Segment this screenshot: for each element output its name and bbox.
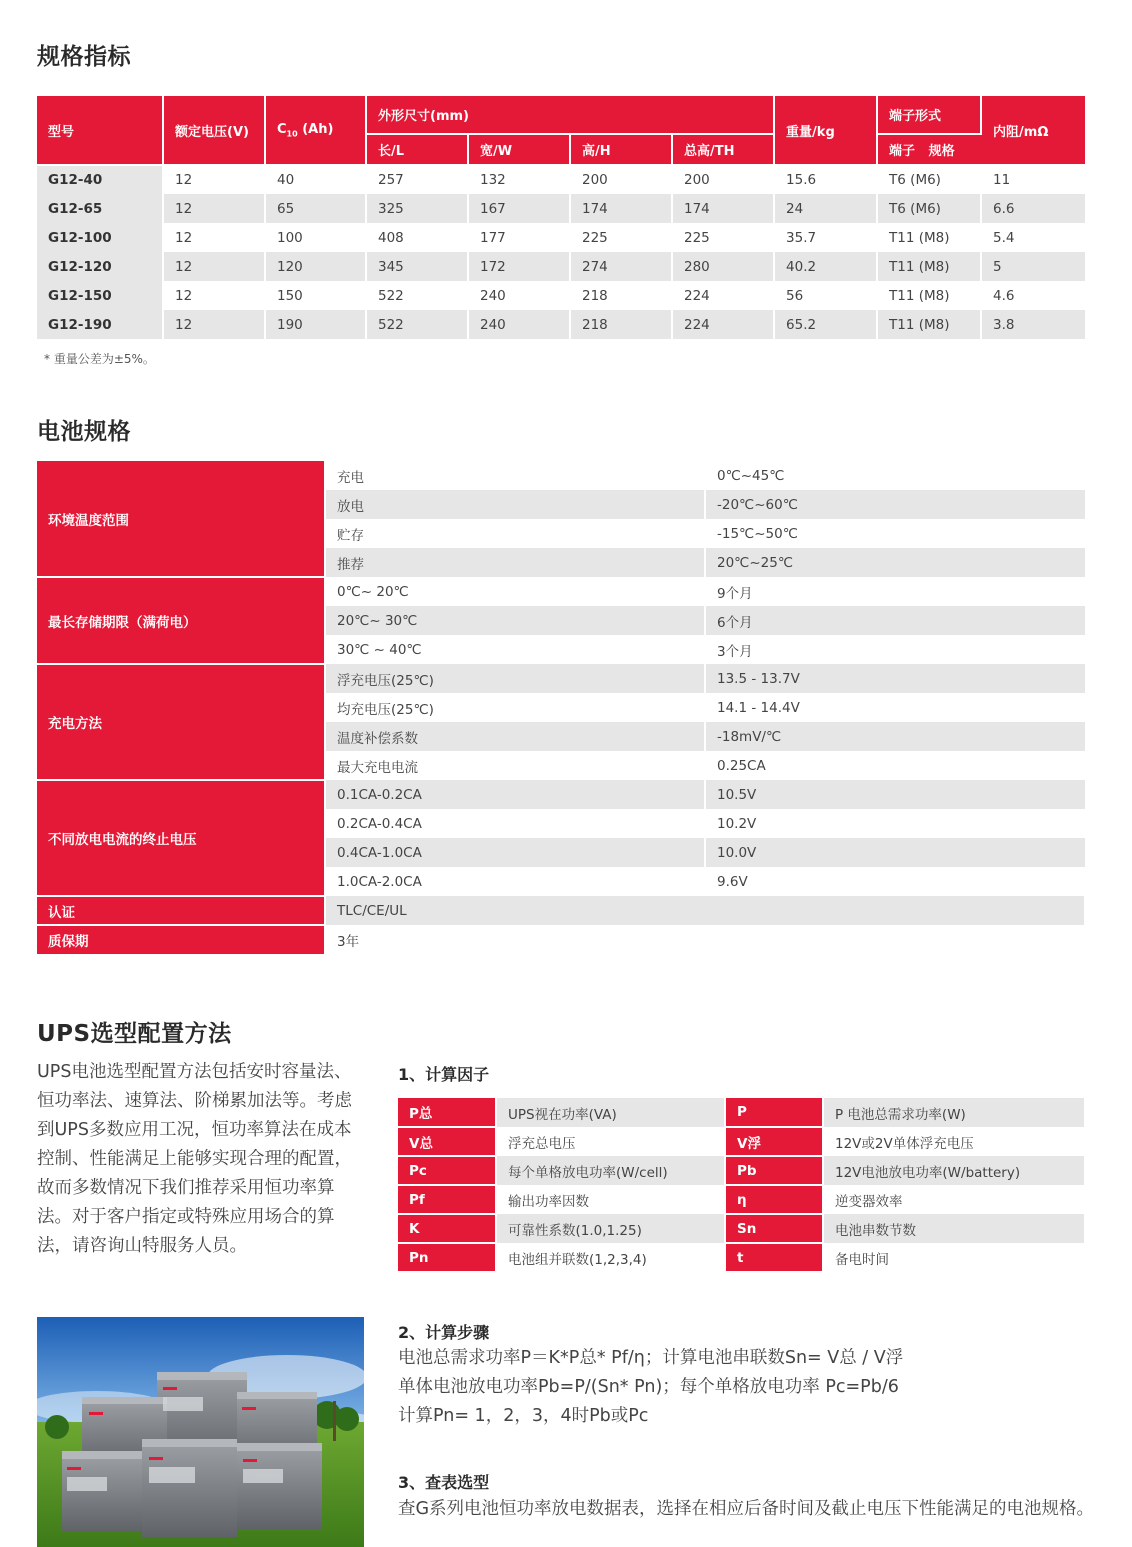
factor-description: 12V或2V单体浮充电压 — [823, 1127, 1085, 1156]
battery-product-photo — [37, 1317, 364, 1547]
header-resistance: 内阻/mΩ — [981, 96, 1085, 165]
factor-description: 电池串数节数 — [823, 1214, 1085, 1243]
table-cell: 5 — [981, 252, 1085, 281]
table-cell: 6.6 — [981, 194, 1085, 223]
factor-description: UPS视在功率(VA) — [496, 1098, 725, 1127]
table-row — [37, 461, 1085, 490]
table-cell: 224 — [672, 281, 774, 310]
factor-row — [398, 1127, 1085, 1156]
step2-line: 计算Pn= 1，2，3，4时Pb或Pc — [398, 1406, 649, 1426]
factor-symbol: P总 — [398, 1098, 496, 1127]
spec-value: 9.6V — [717, 873, 748, 890]
table-row — [37, 165, 1085, 194]
table-cell: 174 — [672, 194, 774, 223]
factor-symbol: Pc — [398, 1156, 496, 1185]
spec-key: 浮充电压(25℃) — [325, 664, 705, 693]
spec-value: 14.1 - 14.4V — [717, 699, 800, 716]
spec-value: 0℃~45℃ — [717, 467, 785, 484]
spec-value: 0.25CA — [717, 757, 766, 774]
table-row — [37, 780, 1085, 809]
category-cell: 不同放电电流的终止电压 — [37, 780, 325, 896]
spec-value: TLC/CE/UL — [325, 896, 1085, 925]
step2-line: 电池总需求功率P＝K*P总* Pf/η；计算电池串联数Sn= V总 / V浮 — [398, 1348, 904, 1368]
header-dimensions: 外形尺寸(mm) — [366, 96, 774, 134]
table-row — [37, 310, 1085, 339]
table-cell: 522 — [366, 281, 468, 310]
spec-value: -15℃~50℃ — [717, 525, 798, 542]
spec-value: 3个月 — [717, 643, 753, 660]
header-terminal: 端子形式 — [877, 96, 981, 134]
spec-key: 贮存 — [325, 519, 705, 548]
spec-value: -20℃~60℃ — [705, 490, 1085, 519]
spec-value: -18mV/℃ — [705, 722, 1085, 751]
category-cell: 质保期 — [37, 925, 325, 954]
header-voltage: 额定电压(V) — [163, 96, 265, 165]
step3-text: 查G系列电池恒功率放电数据表，选择在相应后备时间及截止电压下性能满足的电池规格。 — [398, 1499, 1095, 1519]
spec-value: 9个月 — [717, 585, 753, 602]
model-cell: G12-100 — [37, 223, 163, 252]
table-cell: 12 — [163, 223, 265, 252]
header-total-height: 总高/TH — [672, 134, 774, 165]
factor-row — [398, 1243, 1085, 1272]
category-cell: 环境温度范围 — [37, 461, 325, 577]
table-cell: 200 — [672, 165, 774, 194]
table-cell: 274 — [570, 252, 672, 281]
table-cell: 100 — [265, 223, 366, 252]
spec-value: 10.0V — [705, 838, 1085, 867]
factor-symbol: Sn — [725, 1214, 823, 1243]
spec-key: 放电 — [325, 490, 705, 519]
step1-title: 1、计算因子 — [398, 1065, 490, 1084]
factor-table — [398, 1098, 1086, 1273]
table-cell: T6 (M6) — [877, 194, 981, 223]
factor-row — [398, 1098, 1085, 1127]
ups-section-title: UPS选型配置方法 — [37, 1021, 232, 1047]
table-cell: 218 — [570, 281, 672, 310]
table-cell: 40.2 — [774, 252, 877, 281]
header-weight: 重量/kg — [774, 96, 877, 165]
table-cell: 174 — [570, 194, 672, 223]
table-cell: T11 (M8) — [877, 252, 981, 281]
table-cell: T11 (M8) — [877, 281, 981, 310]
table-row — [37, 223, 1085, 252]
battery-spec-body — [37, 461, 1085, 954]
table-cell: 11 — [981, 165, 1085, 194]
factor-symbol: η — [725, 1185, 823, 1214]
spec-key: 推荐 — [325, 548, 705, 577]
spec-key: 1.0CA-2.0CA — [325, 867, 705, 896]
table-cell: 150 — [265, 281, 366, 310]
table-cell: 12 — [163, 310, 265, 339]
table-cell: 224 — [672, 310, 774, 339]
spec-value: 13.5 - 13.7V — [705, 664, 1085, 693]
table-cell: 218 — [570, 310, 672, 339]
factor-row — [398, 1156, 1085, 1185]
table-cell: 190 — [265, 310, 366, 339]
weight-note: * 重量公差为±5%。 — [44, 352, 155, 366]
factor-description: P 电池总需求功率(W) — [823, 1098, 1085, 1127]
category-cell: 最长存储期限（满荷电） — [37, 577, 325, 664]
table-cell: 522 — [366, 310, 468, 339]
factor-description: 12V电池放电功率(W/battery) — [823, 1156, 1085, 1185]
step2-text — [398, 1344, 1088, 1431]
table-cell: 56 — [774, 281, 877, 310]
factor-description: 可靠性系数(1.0,1.25) — [496, 1214, 725, 1243]
spec-key: 20℃~ 30℃ — [325, 606, 705, 635]
spec-value: 20℃~25℃ — [705, 548, 1085, 577]
spec-value: 10.5V — [705, 780, 1085, 809]
factor-description: 输出功率因数 — [496, 1185, 725, 1214]
table-cell: 12 — [163, 165, 265, 194]
capacity-prefix: C — [277, 121, 287, 137]
battery-photo-svg — [37, 1317, 364, 1547]
model-cell: G12-65 — [37, 194, 163, 223]
table-cell: 12 — [163, 281, 265, 310]
step2-line: 单体电池放电功率Pb=P/(Sn* Pn)；每个单格放电功率 Pc=Pb/6 — [398, 1377, 899, 1397]
table-cell: 3.8 — [981, 310, 1085, 339]
factor-description: 浮充总电压 — [496, 1127, 725, 1156]
spec-section-title: 规格指标 — [37, 44, 131, 70]
factor-description: 逆变器效率 — [823, 1185, 1085, 1214]
factor-description: 备电时间 — [823, 1243, 1085, 1272]
table-cell: 200 — [570, 165, 672, 194]
factor-symbol: V浮 — [725, 1127, 823, 1156]
header-width: 宽/W — [468, 134, 570, 165]
model-cell: G12-40 — [37, 165, 163, 194]
table-cell: 325 — [366, 194, 468, 223]
table-row — [37, 896, 1085, 925]
table-cell: 177 — [468, 223, 570, 252]
capacity-sub: 10 — [286, 129, 298, 139]
header-capacity — [265, 96, 366, 165]
battery-spec-table — [37, 461, 1086, 954]
table-cell: 240 — [468, 281, 570, 310]
table-cell: 35.7 — [774, 223, 877, 252]
table-row — [37, 577, 1085, 606]
factor-symbol: K — [398, 1214, 496, 1243]
factor-symbol: Pb — [725, 1156, 823, 1185]
model-cell: G12-150 — [37, 281, 163, 310]
category-cell: 充电方法 — [37, 664, 325, 780]
table-cell: 15.6 — [774, 165, 877, 194]
table-cell: 345 — [366, 252, 468, 281]
table-row — [37, 194, 1085, 223]
factor-symbol: P — [725, 1098, 823, 1127]
spec-table-body — [37, 165, 1085, 339]
spec-value: 6个月 — [705, 606, 1085, 635]
factor-symbol: t — [725, 1243, 823, 1272]
table-cell: 225 — [672, 223, 774, 252]
step2-title: 2、计算步骤 — [398, 1323, 490, 1342]
table-cell: 4.6 — [981, 281, 1085, 310]
table-cell: T11 (M8) — [877, 223, 981, 252]
spec-key: 0.1CA-0.2CA — [325, 780, 705, 809]
table-cell: 280 — [672, 252, 774, 281]
header-model: 型号 — [37, 96, 163, 165]
model-cell: G12-190 — [37, 310, 163, 339]
table-cell: 120 — [265, 252, 366, 281]
category-cell: 认证 — [37, 896, 325, 925]
spec-value: 3年 — [325, 925, 1085, 954]
ups-intro-text: UPS电池选型配置方法包括安时容量法、恒功率法、速算法、阶梯累加法等。考虑到UPS多数应用工况，恒功率算法在成本控制、性能满足上能够实现合理的配置，故而多数情况下我们推荐采用恒功率算法。对于客户指定或特殊应用场合的算法，请咨询山特服务人员。 — [37, 1062, 352, 1256]
table-cell: 40 — [265, 165, 366, 194]
factor-row — [398, 1214, 1085, 1243]
table-row — [37, 925, 1085, 954]
factor-description: 电池组并联数(1,2,3,4) — [496, 1243, 725, 1272]
table-row — [37, 281, 1085, 310]
table-cell: 5.4 — [981, 223, 1085, 252]
table-row — [37, 664, 1085, 693]
spec-table — [37, 96, 1085, 339]
table-cell: T11 (M8) — [877, 310, 981, 339]
model-cell: G12-120 — [37, 252, 163, 281]
battery-section-title: 电池规格 — [37, 419, 131, 445]
factor-symbol: Pf — [398, 1185, 496, 1214]
table-cell: 24 — [774, 194, 877, 223]
spec-key: 充电 — [325, 461, 705, 490]
table-cell: 257 — [366, 165, 468, 194]
factor-row — [398, 1185, 1085, 1214]
capacity-suffix: (Ah) — [297, 121, 334, 137]
header-terminal-sub: 端子 规格 — [877, 134, 981, 165]
spec-key: 0.2CA-0.4CA — [325, 809, 705, 838]
table-cell: 167 — [468, 194, 570, 223]
spec-key: 0℃~ 20℃ — [325, 577, 705, 606]
table-cell: 172 — [468, 252, 570, 281]
spec-key: 0.4CA-1.0CA — [325, 838, 705, 867]
factor-table-body — [398, 1098, 1085, 1272]
table-cell: 12 — [163, 194, 265, 223]
spec-key: 均充电压(25℃) — [325, 693, 705, 722]
table-cell: 408 — [366, 223, 468, 252]
step3-title: 3、查表选型 — [398, 1473, 490, 1492]
table-cell: 240 — [468, 310, 570, 339]
factor-description: 每个单格放电功率(W/cell) — [496, 1156, 725, 1185]
spec-key: 30℃ ~ 40℃ — [325, 635, 705, 664]
table-cell: T6 (M6) — [877, 165, 981, 194]
header-length: 长/L — [366, 134, 468, 165]
factor-symbol: Pn — [398, 1243, 496, 1272]
spec-value: 10.2V — [717, 815, 757, 832]
table-cell: 65.2 — [774, 310, 877, 339]
table-row — [37, 252, 1085, 281]
header-height: 高/H — [570, 134, 672, 165]
spec-key: 最大充电电流 — [325, 751, 705, 780]
table-cell: 12 — [163, 252, 265, 281]
factor-symbol: V总 — [398, 1127, 496, 1156]
table-cell: 225 — [570, 223, 672, 252]
table-cell: 132 — [468, 165, 570, 194]
spec-key: 温度补偿系数 — [325, 722, 705, 751]
table-cell: 65 — [265, 194, 366, 223]
